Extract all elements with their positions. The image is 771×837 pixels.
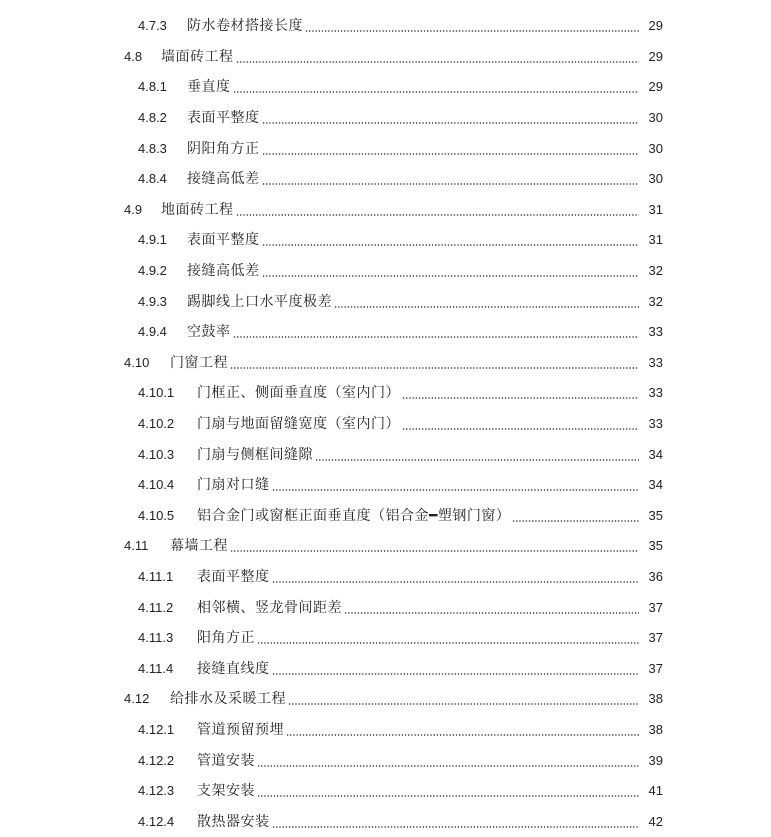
dot-leader	[257, 765, 639, 767]
toc-entry-page: 38	[648, 721, 663, 737]
dot-leader	[512, 520, 639, 522]
toc-entry-number: 4.9.1	[138, 232, 167, 248]
toc-entry-page: 30	[648, 140, 663, 156]
toc-entry-4-9-1[interactable]	[0, 225, 771, 256]
toc-entry-number: 4.11	[124, 538, 149, 554]
dot-leader	[262, 244, 640, 246]
toc-entry-4-8-2[interactable]	[0, 103, 771, 134]
toc-entry-page: 32	[648, 263, 663, 279]
toc-entry-4-11-4[interactable]	[0, 653, 771, 684]
toc-entry-number: 4.10.4	[138, 477, 175, 493]
toc-entry-number: 4.12.2	[138, 752, 175, 768]
toc-entry-number: 4.7.3	[138, 18, 167, 34]
dot-leader	[230, 550, 639, 552]
dot-leader	[334, 306, 639, 308]
toc-entry-4-10[interactable]	[0, 348, 771, 379]
toc-entry-page: 29	[648, 18, 663, 34]
toc-entry-title: 墙面砖工程	[161, 48, 234, 65]
dot-leader	[272, 489, 640, 491]
toc-entry-4-12-1[interactable]	[0, 715, 771, 746]
toc-entry-number: 4.10.1	[138, 385, 175, 401]
toc-entry-number: 4.9.3	[138, 293, 167, 309]
toc-entry-4-10-1[interactable]	[0, 378, 771, 409]
dot-leader	[262, 183, 640, 185]
toc-entry-number: 4.12.3	[138, 783, 175, 799]
toc-entry-title: 防水卷材搭接长度	[187, 18, 303, 35]
toc-entry-page: 31	[648, 201, 663, 217]
toc-entry-title: 给排水及采暖工程	[170, 691, 286, 708]
toc-entry-title: 管道安装	[197, 752, 255, 769]
toc-entry-4-10-5[interactable]	[0, 501, 771, 532]
dot-leader	[315, 459, 639, 461]
toc-entry-number: 4.12.4	[138, 813, 175, 829]
toc-entry-title: 门框正、侧面垂直度（室内门）	[197, 385, 400, 402]
toc-entry-4-10-4[interactable]	[0, 470, 771, 501]
toc-entry-4-8-4[interactable]	[0, 164, 771, 195]
table-of-contents	[0, 11, 771, 837]
dot-leader	[272, 581, 640, 583]
toc-entry-title: 阴阳角方正	[187, 140, 260, 157]
toc-entry-4-12-4[interactable]	[0, 806, 771, 837]
dot-leader	[288, 703, 639, 705]
toc-entry-4-7-3[interactable]	[0, 11, 771, 42]
dot-leader	[286, 734, 639, 736]
dot-leader	[257, 642, 639, 644]
toc-entry-page: 30	[648, 171, 663, 187]
dot-leader	[236, 214, 640, 216]
toc-entry-4-11-1[interactable]	[0, 562, 771, 593]
dot-leader	[344, 612, 639, 614]
toc-entry-page: 42	[648, 813, 663, 829]
toc-entry-number: 4.8.2	[138, 110, 167, 126]
toc-entry-number: 4.10.2	[138, 416, 175, 432]
toc-entry-number: 4.9	[124, 201, 143, 217]
dot-leader	[233, 336, 640, 338]
toc-entry-page: 39	[648, 752, 663, 768]
toc-entry-page: 33	[648, 324, 663, 340]
toc-entry-4-11-2[interactable]	[0, 592, 771, 623]
toc-entry-number: 4.8	[124, 48, 143, 64]
dot-leader	[272, 826, 640, 828]
dot-leader	[402, 397, 639, 399]
toc-entry-page: 33	[648, 354, 663, 370]
dot-leader	[230, 367, 639, 369]
toc-entry-title: 表面平整度	[187, 232, 260, 249]
toc-entry-title: 幕墙工程	[170, 538, 228, 555]
toc-entry-title: 垂直度	[187, 79, 231, 96]
toc-entry-title: 铝合金门或窗框正面垂直度（铝合金━塑钢门窗）	[197, 507, 511, 524]
toc-entry-title: 阳角方正	[197, 630, 255, 647]
toc-entry-number: 4.12.1	[138, 721, 175, 737]
toc-entry-title: 踢脚线上口水平度极差	[187, 293, 332, 310]
toc-entry-page: 29	[648, 48, 663, 64]
toc-entry-title: 接缝直线度	[197, 660, 270, 677]
toc-entry-number: 4.8.4	[138, 171, 167, 187]
toc-entry-page: 36	[648, 568, 663, 584]
dot-leader	[402, 428, 639, 430]
toc-entry-page: 30	[648, 110, 663, 126]
toc-entry-number: 4.11.3	[138, 630, 174, 646]
toc-entry-page: 29	[648, 79, 663, 95]
toc-entry-number: 4.10.3	[138, 446, 175, 462]
dot-leader	[305, 30, 639, 32]
toc-entry-4-8-3[interactable]	[0, 133, 771, 164]
toc-entry-page: 34	[648, 446, 663, 462]
toc-entry-page: 37	[648, 599, 663, 615]
toc-entry-page: 35	[648, 538, 663, 554]
toc-entry-page: 37	[648, 660, 663, 676]
toc-entry-page: 33	[648, 416, 663, 432]
toc-entry-4-9[interactable]	[0, 195, 771, 226]
toc-entry-number: 4.11.1	[138, 568, 174, 584]
toc-entry-number: 4.12	[124, 691, 150, 707]
toc-entry-page: 32	[648, 293, 663, 309]
toc-entry-page: 38	[648, 691, 663, 707]
toc-entry-number: 4.11.4	[138, 660, 174, 676]
toc-entry-number: 4.9.4	[138, 324, 167, 340]
toc-entry-4-12-3[interactable]	[0, 776, 771, 807]
toc-entry-4-12[interactable]	[0, 684, 771, 715]
toc-entry-4-8[interactable]	[0, 42, 771, 73]
toc-entry-title: 支架安装	[197, 783, 255, 800]
toc-entry-title: 管道预留预埋	[197, 721, 284, 738]
toc-entry-page: 35	[648, 507, 663, 523]
toc-entry-4-12-2[interactable]	[0, 745, 771, 776]
toc-entry-title: 门扇与侧框间缝隙	[197, 446, 313, 463]
toc-entry-4-10-2[interactable]	[0, 409, 771, 440]
dot-leader	[236, 61, 640, 63]
toc-entry-4-9-4[interactable]	[0, 317, 771, 348]
toc-entry-title: 接缝高低差	[187, 171, 260, 188]
toc-entry-title: 门扇与地面留缝宽度（室内门）	[197, 416, 400, 433]
toc-entry-4-9-3[interactable]	[0, 286, 771, 317]
toc-entry-number: 4.8.3	[138, 140, 167, 156]
toc-entry-page: 31	[648, 232, 663, 248]
toc-entry-title: 散热器安装	[197, 813, 270, 830]
toc-entry-number: 4.9.2	[138, 263, 167, 279]
toc-entry-title: 地面砖工程	[161, 201, 234, 218]
toc-entry-4-8-1[interactable]	[0, 72, 771, 103]
toc-entry-4-10-3[interactable]	[0, 439, 771, 470]
dot-leader	[262, 122, 640, 124]
toc-entry-title: 表面平整度	[197, 568, 270, 585]
dot-leader	[257, 795, 639, 797]
toc-entry-title: 表面平整度	[187, 110, 260, 127]
toc-entry-title: 接缝高低差	[187, 263, 260, 280]
toc-entry-page: 34	[648, 477, 663, 493]
dot-leader	[262, 275, 640, 277]
toc-entry-number: 4.10.5	[138, 507, 175, 523]
toc-entry-number: 4.10	[124, 354, 150, 370]
toc-entry-4-11-3[interactable]	[0, 623, 771, 654]
toc-entry-number: 4.11.2	[138, 599, 174, 615]
dot-leader	[233, 91, 640, 93]
dot-leader	[272, 673, 640, 675]
dot-leader	[262, 153, 640, 155]
toc-entry-4-11[interactable]	[0, 531, 771, 562]
toc-entry-page: 33	[648, 385, 663, 401]
toc-entry-title: 门窗工程	[170, 354, 228, 371]
toc-entry-title: 门扇对口缝	[197, 477, 270, 494]
toc-entry-page: 41	[648, 783, 663, 799]
toc-entry-4-9-2[interactable]	[0, 256, 771, 287]
toc-entry-title: 相邻横、竖龙骨间距差	[197, 599, 342, 616]
toc-entry-title: 空鼓率	[187, 324, 231, 341]
toc-entry-number: 4.8.1	[138, 79, 167, 95]
toc-entry-page: 37	[648, 630, 663, 646]
